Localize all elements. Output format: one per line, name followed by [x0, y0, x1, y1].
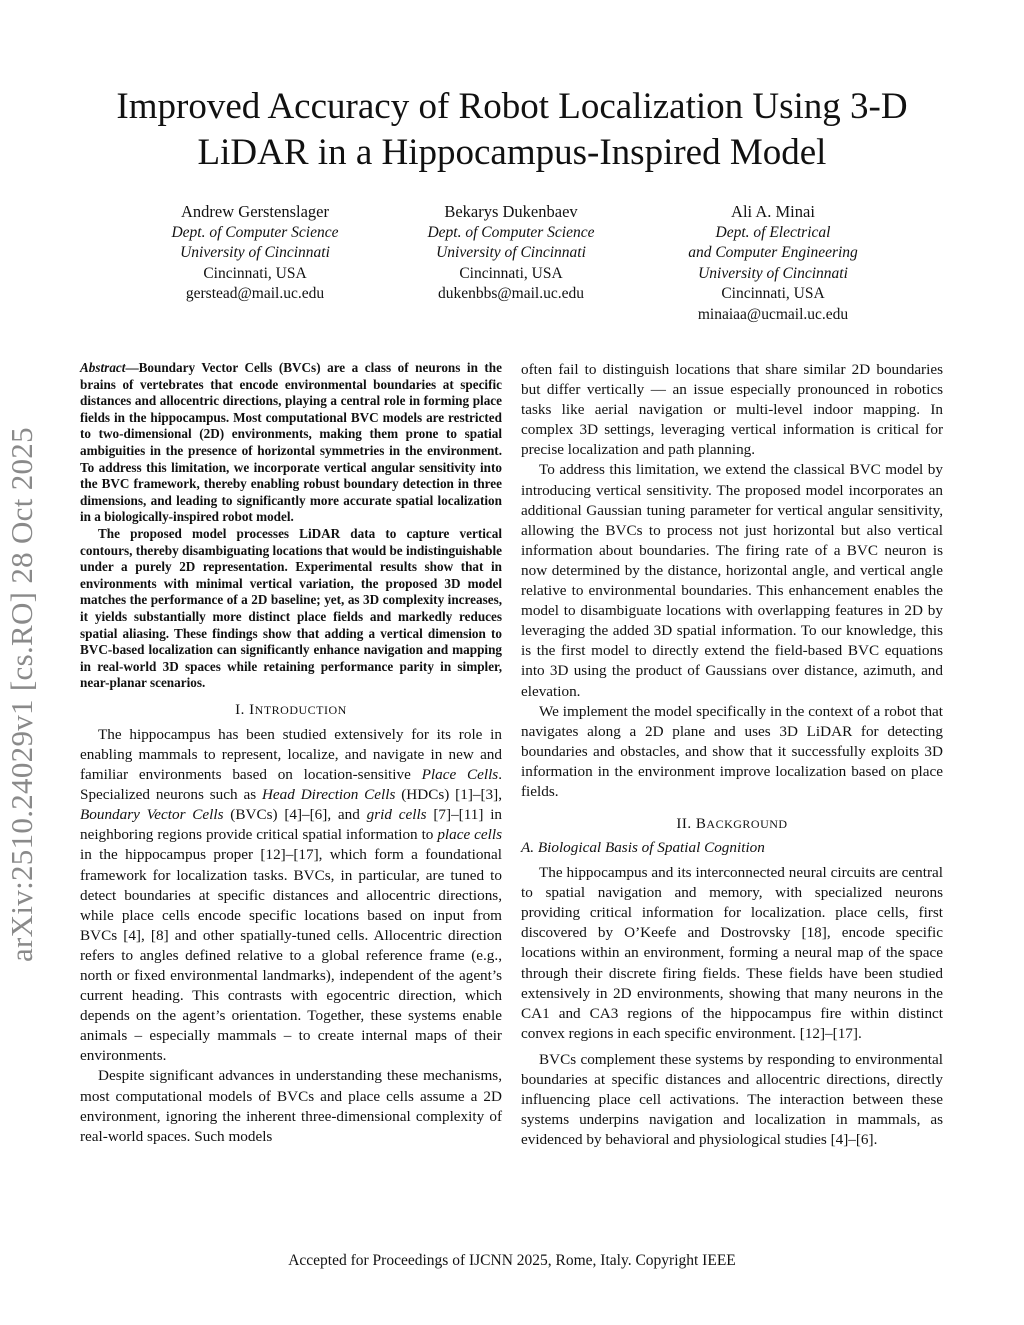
- footer-note: Accepted for Proceedings of IJCNN 2025, Rome, Italy. Copyright IEEE: [288, 1252, 736, 1269]
- author-city: Cincinnati, USA: [721, 285, 825, 302]
- abstract-paragraph-2: The proposed model processes LiDAR data to capture vertical contours, thereby disambiguating locations that would be indistinguishable under a purely 2D representation. Experimental results show that in environments with minimal vertical variation, the proposed 3D model matches the performance of a 2D baseline; yet, as 3D complexity increases, it yields substantially more distinct place fields and markedly reduces spatial aliasing. These findings show that adding a vertical dimension to BVC-based localization can significantly enhance navigation and mapping in real-world 3D spaces while retaining performance parity in simpler, near-planar scenarios.: [80, 525, 502, 691]
- author-email: gerstead@mail.uc.edu: [185, 285, 325, 302]
- author-department: Dept. of Electrical: [715, 223, 831, 241]
- abstract-paragraph-1: Abstract—Boundary Vector Cells (BVCs) are a class of neurons in the brains of vertebrates that encode environmental boundaries at specific distances and allocentric directions, playing a central role in forming place fields in the hippocampus. Most computational BVC models are restricted to two-dimensional (2D) environments, making them prone to spatial ambiguities in the presence of horizontal symmetries in the environment. To address this limitation, we incorporate vertical angular sensitivity into the BVC framework, thereby enabling robust boundary detection in three dimensions, and leading to significantly more accurate spatial localization in a biologically-inspired robot model.: [80, 360, 502, 525]
- author-block-2: [386, 202, 636, 305]
- author-email: minaiaa@ucmail.uc.edu: [697, 305, 849, 323]
- intro-paragraph-2: Despite significant advances in understanding these mechanisms, most computational models of BVCs and place cells assume a 2D environment, ignoring the inherent three-dimensional complexity of real-world spaces. Such models: [80, 1067, 502, 1145]
- author-block-1: [130, 202, 380, 305]
- author-city: Cincinnati, USA: [203, 264, 307, 282]
- section-heading-background: II. BACKGROUND: [676, 816, 788, 833]
- author-department-cont: and Computer Engineering: [688, 244, 858, 261]
- intro-paragraph-1: The hippocampus has been studied extensively for its role in enabling mammals to represent, localize, and navigate in new and familiar environments based on location-sensitive Place Cells. Specialized neurons such as Head Direction Cells (HDCs) [1]–[3], Boundary Vector Cells (BVCs) [4]–[6], and grid cells [7]–[11] in neighboring regions provide critical spatial information to place cells in the hippocampus proper [12]–[17], which form a foundational framework for localization tasks. BVCs, in particular, are tuned to detect boundaries at specific distances and allocentric directions, while place cells encode specific locations based on input from BVCs [4], [8] and other spatially-tuned cells. Allocentric direction refers to angles defined relative to a global reference frame (e.g., north or fixed environmental landmarks), independent of the agent’s current heading. This contrasts with egocentric direction, which depends on the agent’s orientation. Together, these systems enable animals – especially mammals – to create internal maps of their environments.: [80, 725, 503, 1065]
- arxiv-stamp: arXiv:2510.24029v1 [cs.RO] 28 Oct 2025: [4, 427, 39, 962]
- subsection-heading: A. Biological Basis of Spatial Cognition: [521, 839, 765, 857]
- right-column: [521, 360, 943, 1150]
- intro-paragraph-4: We implement the model specifically in the context of a robot that navigates along a 2D plane and uses 3D LiDAR for detecting boundaries and obstacles, and show that it successfully exploits 3D information in the environment improve localization based on place fields.: [521, 702, 943, 800]
- author-name: Bekarys Dukenbaev: [444, 202, 578, 221]
- author-university: University of Cincinnati: [180, 244, 330, 261]
- intro-paragraph-2-continued: often fail to distinguish locations that share similar 2D boundaries but differ vertically — an issue especially pronounced in robotics tasks like aerial navigation or multi-level indoor mapping. In complex 3D settings, leveraging vertical information is critical for precise localization and path planning.: [521, 361, 943, 459]
- author-university: University of Cincinnati: [436, 244, 586, 261]
- background-paragraph-2: BVCs complement these systems by responding to environmental boundaries at specific distances and allocentric directions, directly influencing place cell activations. The interaction between these systems underpins navigation and localization in mammals, as evidenced by behavioral and physiological studies [4]–[6].: [521, 1050, 943, 1149]
- intro-paragraph-3: To address this limitation, we extend the classical BVC model by introducing vertical sensitivity. The proposed model incorporates an additional Gaussian tuning parameter for vertical angular sensitivity, allowing the BVCs to process not just horizontal but also vertical information about boundaries. The firing rate of a BVC neuron is now determined by the distance, horizontal angle, and vertical angle relative to environmental boundaries. This enhancement enables the model to disambiguate locations with overlapping features in 2D by leveraging the added 3D spatial information. To our knowledge, this is the first model to directly extend the field-based BVC equations into 3D using the product of Gaussians over distance, azimuth, and elevation.: [521, 461, 943, 700]
- author-name: Andrew Gerstenslager: [181, 202, 329, 221]
- author-name: Ali A. Minai: [731, 202, 815, 221]
- author-email: dukenbbs@mail.uc.edu: [438, 285, 584, 302]
- author-department: Dept. of Computer Science: [427, 223, 595, 241]
- left-column: [80, 360, 502, 1147]
- author-department: Dept. of Computer Science: [171, 223, 339, 241]
- section-heading-introduction: I. INTRODUCTION: [235, 701, 347, 718]
- background-paragraph-1: The hippocampus and its interconnected neural circuits are central to spatial navigation and memory, with specialized neurons providing critical information for localization. place cells, first discovered by O’Keefe and Dostrovsky [18], encode specific locations within an environment, forming a neural map of the space through their discrete firing fields. These fields have been studied extensively in 2D environments, showing that many neurons in the CA1 and CA3 regions of the hippocampus fire within distinct convex regions in each specific environment. [12]–[17].: [521, 864, 943, 1042]
- paper-title: Improved Accuracy of Robot Localization Using 3-D LiDAR in a Hippocampus-Inspired Model: [116, 86, 908, 173]
- author-city: Cincinnati, USA: [459, 264, 563, 282]
- abstract-label: Abstract: [80, 360, 126, 375]
- author-university: University of Cincinnati: [698, 264, 848, 282]
- author-block-3: [648, 202, 898, 325]
